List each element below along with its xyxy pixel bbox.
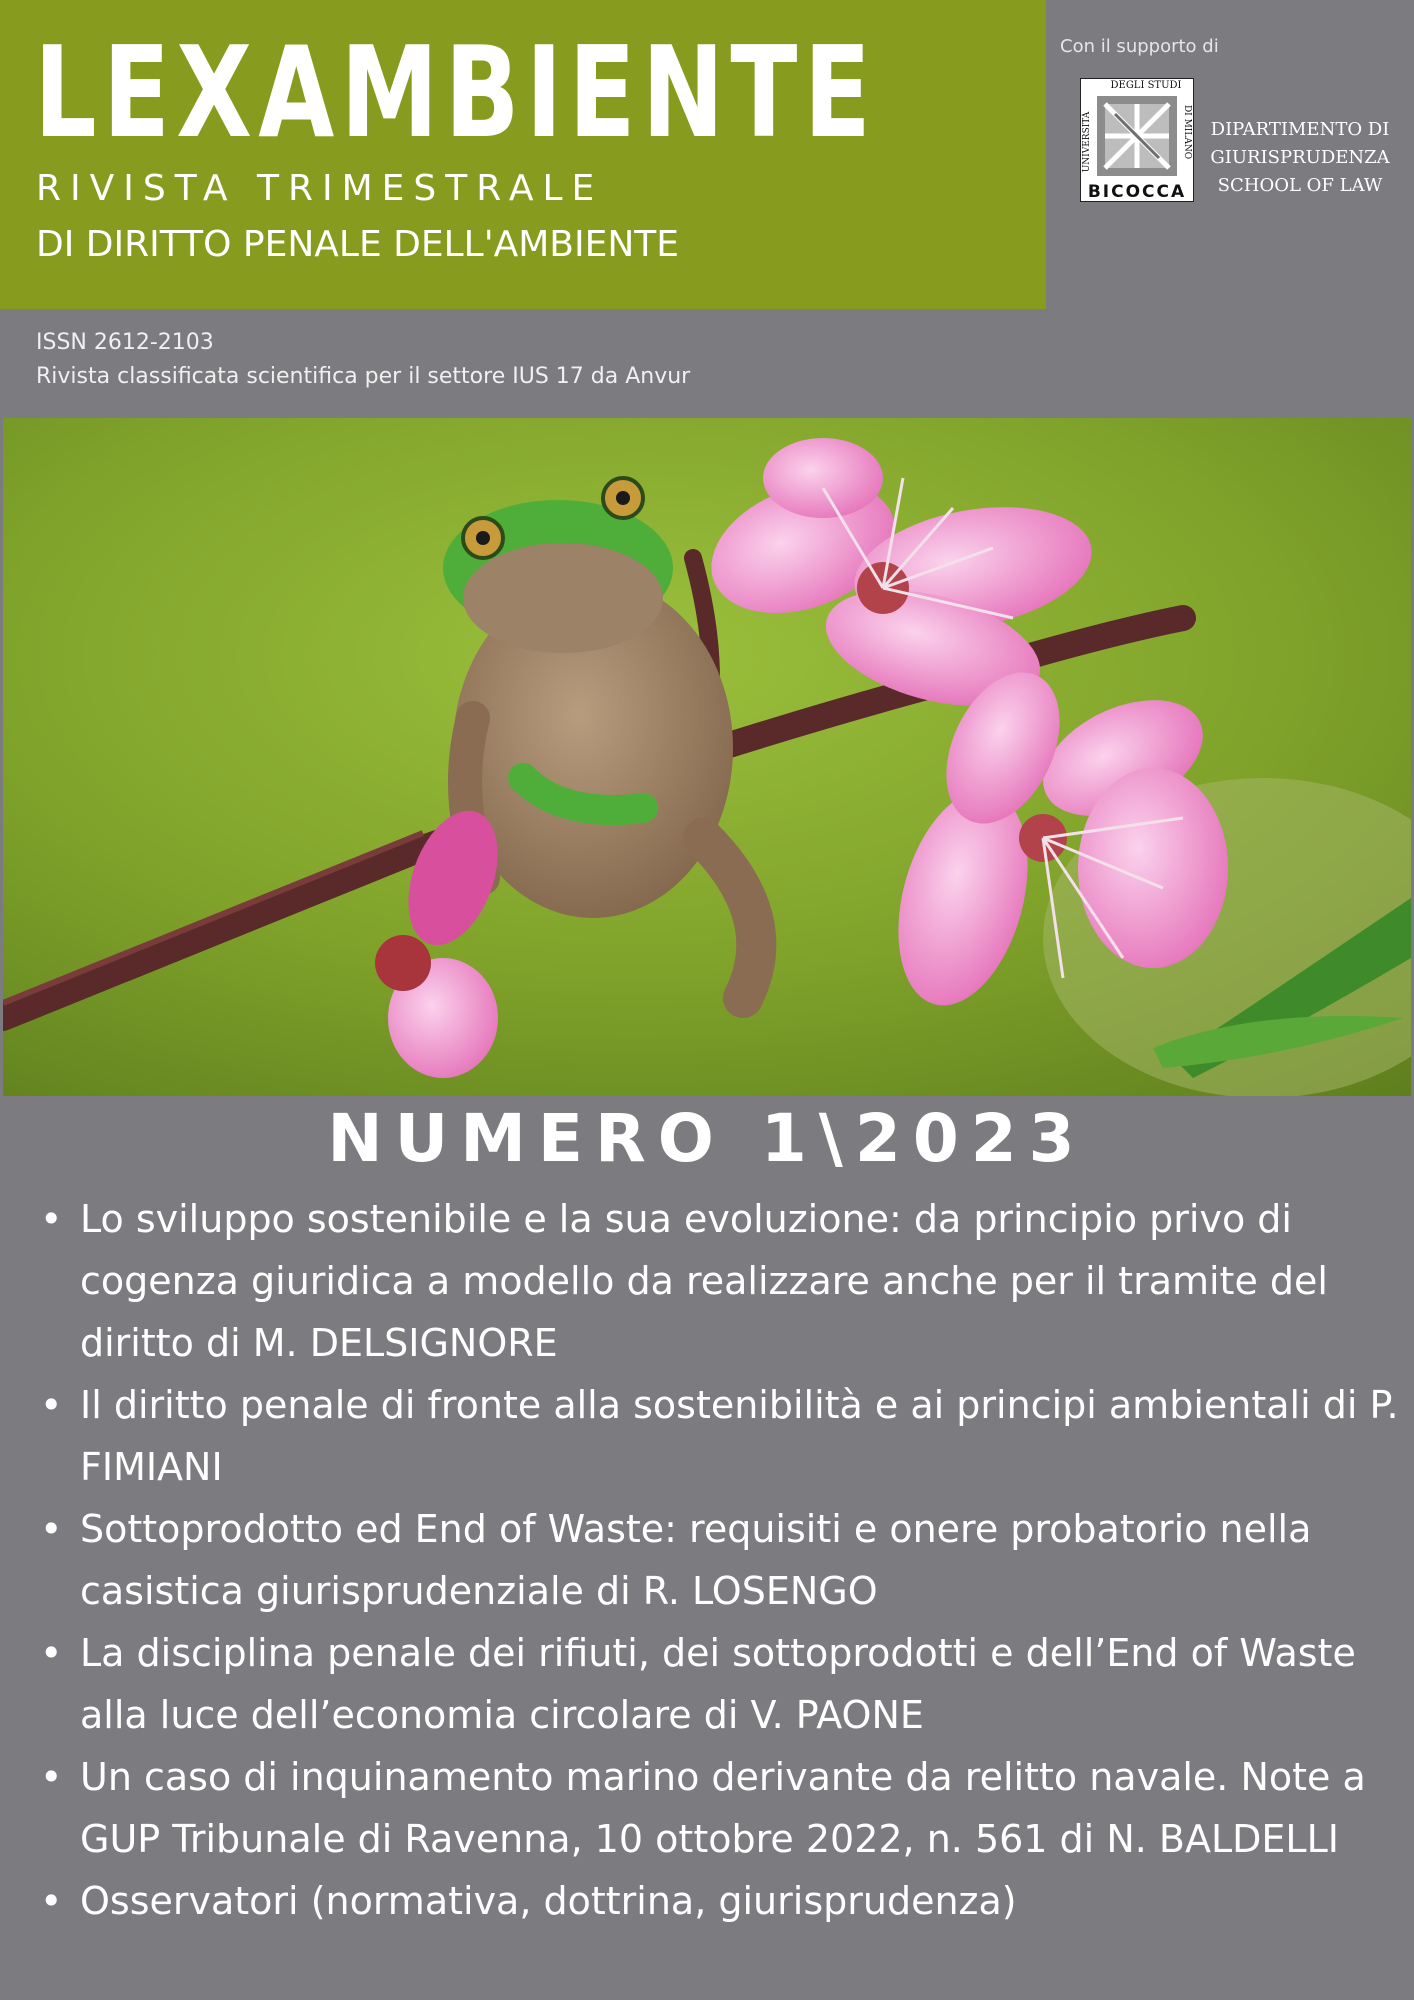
toc-item-text: Osservatori (normativa, dottrina, giurisprudenza)	[80, 1879, 1017, 1923]
toc-item	[40, 1188, 1400, 1374]
bullet-icon: •	[40, 1879, 63, 1923]
classification-note: Rivista classificata scientifica per il settore IUS 17 da Anvur	[36, 364, 691, 389]
issue-number: NUMERO 1\2023	[327, 1100, 1087, 1177]
department-line-3: SCHOOL OF LAW	[1217, 175, 1383, 196]
issn-number: ISSN 2612-2103	[36, 330, 214, 355]
bullet-icon: •	[40, 1755, 63, 1799]
journal-tagline: DI DIRITTO PENALE DELL'AMBIENTE	[36, 224, 680, 265]
toc-item-text: Il diritto penale di fronte alla sostenibilità e ai principi ambientali di P. FIMIANI	[80, 1383, 1399, 1489]
bullet-icon: •	[40, 1197, 63, 1241]
publication-info	[36, 326, 690, 394]
bullet-icon: •	[40, 1631, 63, 1675]
toc-item	[40, 1498, 1400, 1622]
department-name	[1200, 116, 1400, 200]
toc-item	[40, 1374, 1400, 1498]
masthead	[0, 0, 1046, 309]
journal-subtitle: RIVISTA TRIMESTRALE	[36, 168, 604, 209]
toc-item-text: Un caso di inquinamento marino derivante da relitto navale. Note a GUP Tribunale di Ravenna, 10 ottobre 2022, n. 561 di N. BALDELLI	[80, 1755, 1366, 1861]
bicocca-seal-icon	[1080, 78, 1194, 202]
journal-title: LEXAMBIENTE	[34, 19, 878, 166]
toc-item-text: Lo sviluppo sostenibile e la sua evoluzione: da principio privo di cogenza giuridica a modello da realizzare anche per il tramite del diritto di M. DELSIGNORE	[80, 1197, 1328, 1365]
bullet-icon: •	[40, 1507, 63, 1551]
cover-photo-frog-on-blossom-branch	[3, 418, 1411, 1096]
support-label: Con il supporto di	[1060, 36, 1219, 57]
toc-item	[40, 1622, 1400, 1746]
svg-text:DI MILANO: DI MILANO	[1182, 104, 1192, 160]
toc-item	[40, 1746, 1400, 1870]
toc-item-text: Sottoprodotto ed End of Waste: requisiti e onere probatorio nella casistica giurisprudenziale di R. LOSENGO	[80, 1507, 1312, 1613]
toc-item-text: La disciplina penale dei rifiuti, dei sottoprodotti e dell’End of Waste alla luce dell’economia circolare di V. PAONE	[80, 1631, 1356, 1737]
toc-item	[40, 1870, 1400, 1932]
department-line-2: GIURISPRUDENZA	[1210, 147, 1390, 168]
department-line-1: DIPARTIMENTO DI	[1210, 119, 1390, 140]
svg-text:DEGLI STUDI: DEGLI STUDI	[1110, 80, 1182, 91]
frog-blossom-illustration	[3, 418, 1411, 1096]
university-logo	[1080, 78, 1194, 202]
svg-text:BICOCCA: BICOCCA	[1087, 182, 1187, 202]
bullet-icon: •	[40, 1383, 63, 1427]
table-of-contents	[40, 1188, 1400, 1932]
svg-text:UNIVERSITÀ: UNIVERSITÀ	[1082, 111, 1092, 173]
